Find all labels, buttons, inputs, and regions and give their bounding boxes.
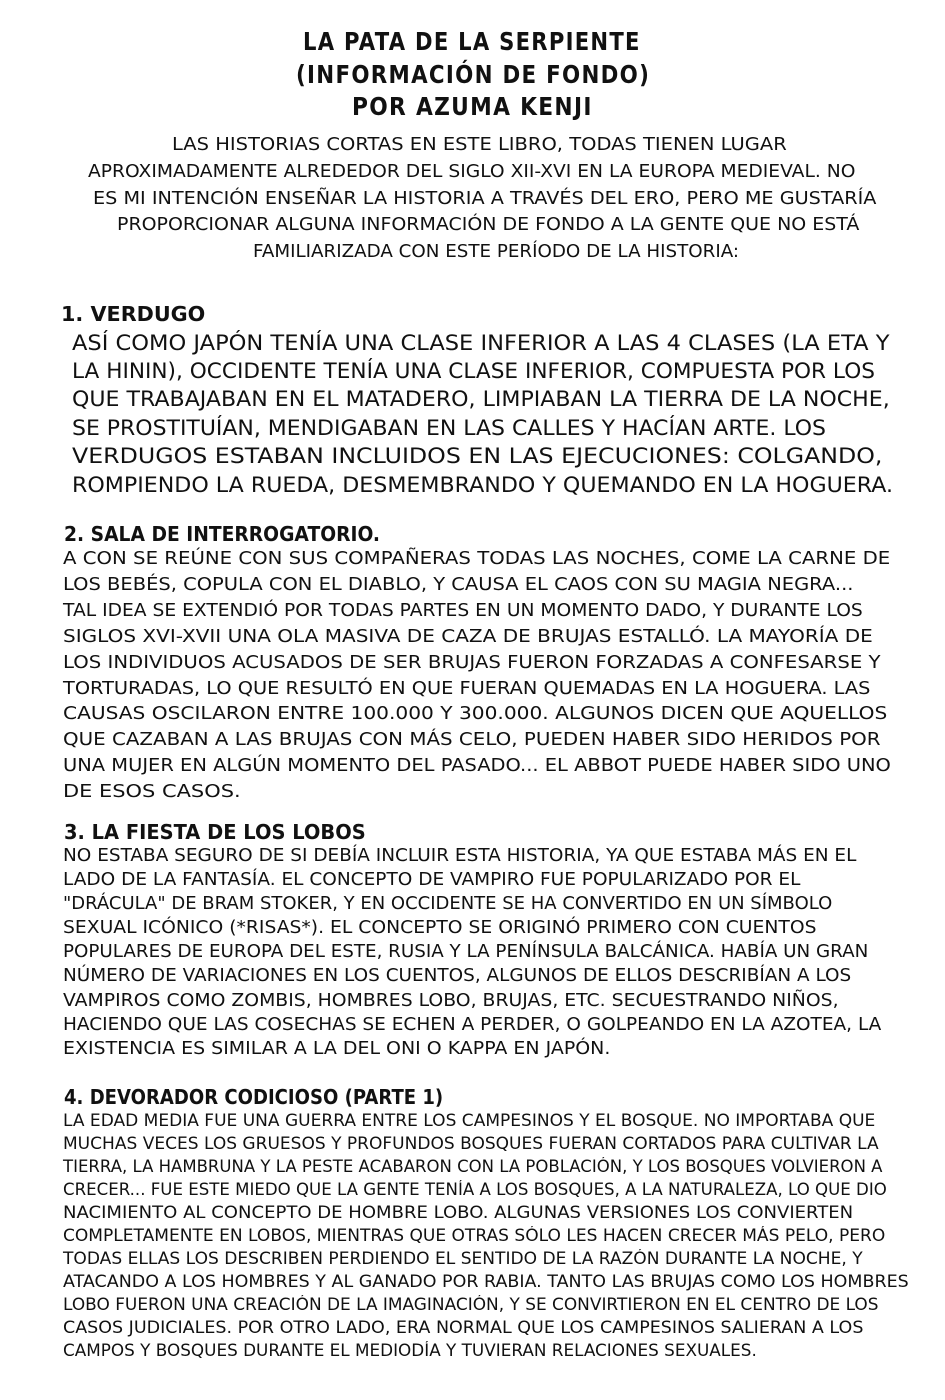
section-line: LADO DE LA FANTASÍA. EL CONCEPTO DE VAMPIRO FUE POPULARIZADO POR EL xyxy=(63,870,801,890)
section-line: EXISTENCIA ES SIMILAR A LA DEL ONI O KAPPA EN JAPÓN. xyxy=(63,1039,611,1059)
page-title-line-1: LA PATA DE LA SERPIENTE xyxy=(303,27,641,56)
section-heading: 3. LA FIESTA DE LOS LOBOS xyxy=(64,820,366,844)
intro-line: PROPORCIONAR ALGUNA INFORMACIÓN DE FONDO A LA GENTE QUE NO ESTÁ xyxy=(117,214,860,235)
section-line: LOBO FUERON UNA CREACIÓN DE LA IMAGINACIÓN, Y SE CONVIRTIERON EN EL CENTRO DE LOS xyxy=(63,1295,879,1314)
section-line: SE PROSTITUÍAN, MENDIGABAN EN LAS CALLES Y HACÍAN ARTE. LOS xyxy=(72,416,827,440)
section-line: POPULARES DE EUROPA DEL ESTE, RUSIA Y LA PENÍNSULA BALCÁNICA. HABÍA UN GRAN xyxy=(63,942,869,962)
section-line: MUCHAS VECES LOS GRUESOS Y PROFUNDOS BOSQUES FUERAN CORTADOS PARA CULTIVAR LA xyxy=(63,1134,879,1153)
section-heading: 4. DEVORADOR CODICIOSO (PARTE 1) xyxy=(64,1085,444,1109)
intro-line: LAS HISTORIAS CORTAS EN ESTE LIBRO, TODAS TIENEN LUGAR xyxy=(172,134,787,155)
page-title-line-2: (INFORMACIÓN DE FONDO) xyxy=(296,60,651,89)
section-line: TIERRA, LA HAMBRUNA Y LA PESTE ACABARON CON LA POBLACIÓN, Y LOS BOSQUES VOLVIERON A xyxy=(63,1157,883,1176)
section-line: UNA MUJER EN ALGÚN MOMENTO DEL PASADO... EL ABBOT PUEDE HABER SIDO UNO xyxy=(63,755,891,776)
section-line: CAMPOS Y BOSQUES DURANTE EL MEDIODÍA Y TUVIERAN RELACIONES SEXUALES. xyxy=(63,1341,757,1360)
section-line: "DRÁCULA" DE BRAM STOKER, Y EN OCCIDENTE SE HA CONVERTIDO EN UN SÍMBOLO xyxy=(63,894,833,914)
section-line: NACIMIENTO AL CONCEPTO DE HOMBRE LOBO. ALGUNAS VERSIONES LOS CONVIERTEN xyxy=(63,1203,854,1222)
intro-line: ES MI INTENCIÓN ENSEÑAR LA HISTORIA A TRAVÉS DEL ERO, PERO ME GUSTARÍA xyxy=(93,188,877,209)
section-line: TAL IDEA SE EXTENDIÓ POR TODAS PARTES EN UN MOMENTO DADO, Y DURANTE LOS xyxy=(63,600,863,621)
section-line: LA HININ), OCCIDENTE TENÍA UNA CLASE INFERIOR, COMPUESTA POR LOS xyxy=(72,359,875,383)
section-line: ASÍ COMO JAPÓN TENÍA UNA CLASE INFERIOR A LAS 4 CLASES (LA ETA Y xyxy=(72,331,890,355)
section-line: CRECER... FUE ESTE MIEDO QUE LA GENTE TENÍA A LOS BOSQUES, A LA NATURALEZA, LO QUE DIO xyxy=(63,1180,887,1199)
section-line: LA EDAD MEDIA FUE UNA GUERRA ENTRE LOS CAMPESINOS Y EL BOSQUE. NO IMPORTABA QUE xyxy=(63,1111,876,1130)
section-line: SIGLOS XVI-XVII UNA OLA MASIVA DE CAZA DE BRUJAS ESTALLÓ. LA MAYORÍA DE xyxy=(63,626,873,647)
section-line: VERDUGOS ESTABAN INCLUIDOS EN LAS EJECUCIONES: COLGANDO, xyxy=(72,444,883,468)
section-line: DE ESOS CASOS. xyxy=(63,781,241,802)
section-line: TORTURADAS, LO QUE RESULTÓ EN QUE FUERAN QUEMADAS EN LA HOGUERA. LAS xyxy=(63,678,871,699)
section-line: ROMPIENDO LA RUEDA, DESMEMBRANDO Y QUEMANDO EN LA HOGUERA. xyxy=(72,473,894,497)
section-line: HACIENDO QUE LAS COSECHAS SE ECHEN A PERDER, O GOLPEANDO EN LA AZOTEA, LA xyxy=(63,1015,882,1035)
section-line: QUE CAZABAN A LAS BRUJAS CON MÁS CELO, PUEDEN HABER SIDO HERIDOS POR xyxy=(63,729,881,750)
section-line: NÚMERO DE VARIACIONES EN LOS CUENTOS, ALGUNOS DE ELLOS DESCRIBÍAN A LOS xyxy=(63,966,852,986)
section-line: SEXUAL ICÓNICO (*RISAS*). EL CONCEPTO SE ORIGINÓ PRIMERO CON CUENTOS xyxy=(63,918,817,938)
section-line: CAUSAS OSCILARON ENTRE 100.000 Y 300.000. ALGUNOS DICEN QUE AQUELLOS xyxy=(63,703,888,724)
section-line: LOS BEBÉS, COPULA CON EL DIABLO, Y CAUSA EL CAOS CON SU MAGIA NEGRA... xyxy=(63,574,854,595)
section-line: TODAS ELLAS LOS DESCRIBEN PERDIENDO EL SENTIDO DE LA RAZÓN DURANTE LA NOCHE, Y xyxy=(63,1249,863,1268)
section-heading: 2. SALA DE INTERROGATORIO. xyxy=(64,522,381,546)
section-line: QUE TRABAJABAN EN EL MATADERO, LIMPIABAN LA TIERRA DE LA NOCHE, xyxy=(72,387,890,411)
section-line: COMPLETAMENTE EN LOBOS, MIENTRAS QUE OTRAS SÓLO LES HACEN CRECER MÁS PELO, PERO xyxy=(63,1226,886,1245)
intro-line: APROXIMADAMENTE ALREDEDOR DEL SIGLO XII-XVI EN LA EUROPA MEDIEVAL. NO xyxy=(88,161,856,182)
section-heading: 1. VERDUGO xyxy=(61,302,206,326)
section-line: VAMPIROS COMO ZOMBIS, HOMBRES LOBO, BRUJAS, ETC. SECUESTRANDO NIÑOS, xyxy=(63,991,839,1011)
section-line: ATACANDO A LOS HOMBRES Y AL GANADO POR RABIA. TANTO LAS BRUJAS COMO LOS HOMBRES xyxy=(63,1272,909,1291)
section-line: NO ESTABA SEGURO DE SI DEBÍA INCLUIR ESTA HISTORIA, YA QUE ESTABA MÁS EN EL xyxy=(63,846,857,866)
section-line: LOS INDIVIDUOS ACUSADOS DE SER BRUJAS FUERON FORZADAS A CONFESARSE Y xyxy=(63,652,881,673)
page-title-line-3: POR AZUMA KENJI xyxy=(352,92,593,121)
section-line: CASOS JUDICIALES. POR OTRO LADO, ERA NORMAL QUE LOS CAMPESINOS SALIERAN A LOS xyxy=(63,1318,864,1337)
section-line: A CON SE REÚNE CON SUS COMPAÑERAS TODAS LAS NOCHES, COME LA CARNE DE xyxy=(63,548,891,569)
intro-line: FAMILIARIZADA CON ESTE PERÍODO DE LA HISTORIA: xyxy=(253,241,740,262)
